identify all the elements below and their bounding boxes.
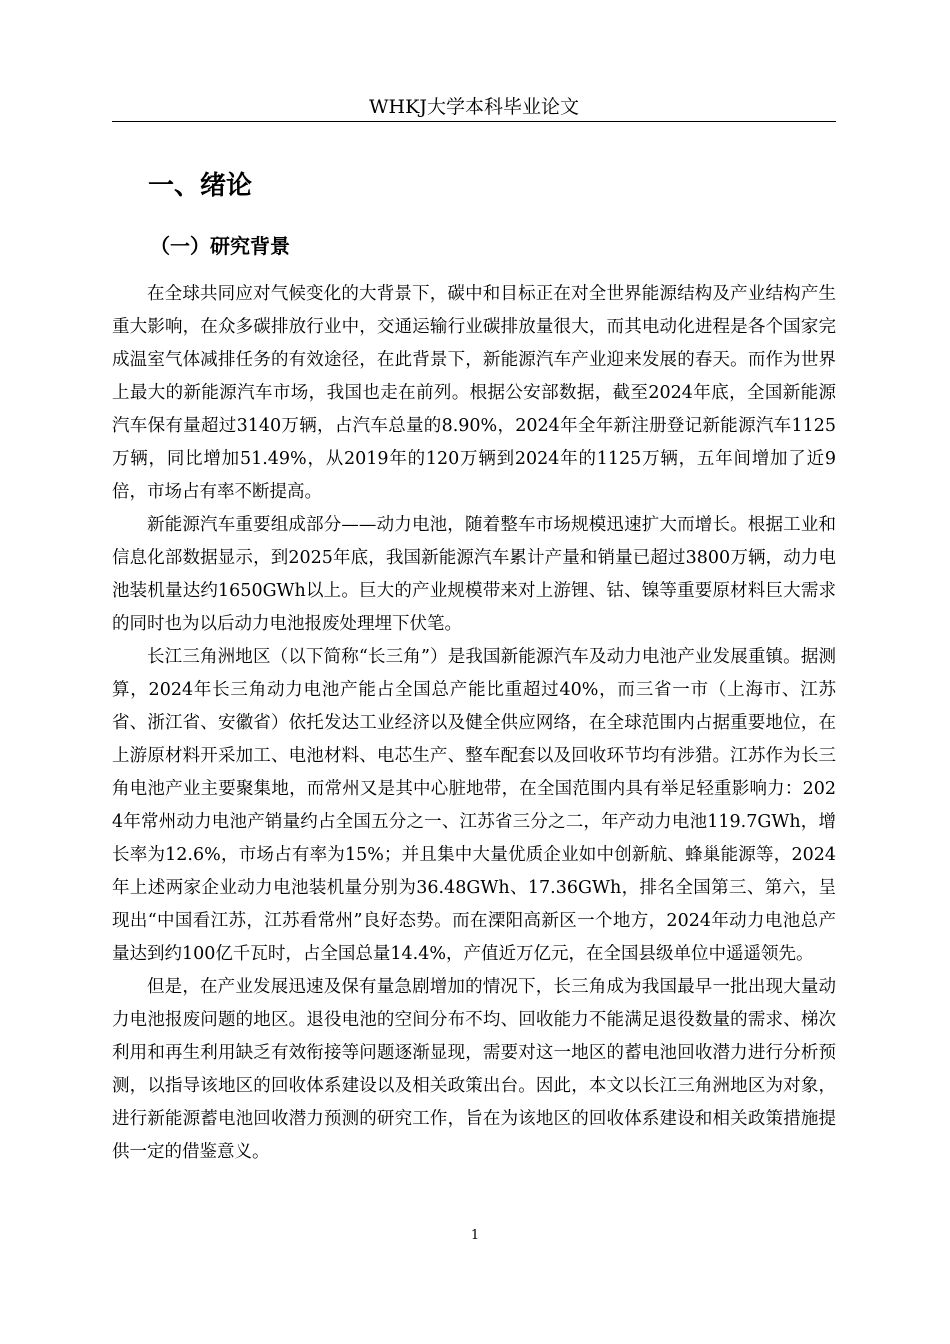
page-header: WHKJ大学本科毕业论文 bbox=[369, 96, 579, 118]
header-divider bbox=[112, 121, 836, 122]
paragraph-3: 长江三角洲地区（以下简称“长三角”）是我国新能源汽车及动力电池产业发展重镇。据测算，2024年长三角动力电池产能占全国总产能比重超过40%，而三省一市（上海市、江苏省、浙江省、安徽省）依托发达工业经济以及健全供应网络，在全球范围内占据重要地位，在上游原材料开采加工、电池材料、电芯生产、整车配套以及回收环节均有涉猎。江苏作为长三角电池产业主要聚集地，而常州又是其中心脏地带，在全国范围内具有举足轻重影响力：2024年常州动力电池产销量约占全国五分之一、江苏省三分之二，年产动力电池119.7GWh，增长率为12.6%，市场占有率为15%；并且集中大量优质企业如中创新航、蜂巢能源等，2024年上述两家企业动力电池装机量分别为36.48GWh、17.36GWh，排名全国第三、第六，呈现出“中国看江苏，江苏看常州”良好态势。而在溧阳高新区一个地方，2024年动力电池总产量达到约100亿千瓦时，占全国总量14.4%，产值近万亿元，在全国县级单位中遥遥领先。 bbox=[112, 647, 836, 964]
chapter-title: 一、绪论 bbox=[148, 171, 253, 201]
paragraph-2: 新能源汽车重要组成部分——动力电池，随着整车市场规模迅速扩大而增长。根据工业和信息化部数据显示，到2025年底，我国新能源汽车累计产量和销量已超过3800万辆，动力电池装机量达约1650GWh以上。巨大的产业规模带来对上游锂、钴、镍等重要原材料巨大需求的同时也为以后动力电池报废处理埋下伏笔。 bbox=[112, 515, 836, 634]
paragraph-4: 但是，在产业发展迅速及保有量急剧增加的情况下，长三角成为我国最早一批出现大量动力电池报废问题的地区。退役电池的空间分布不均、回收能力不能满足退役数量的需求、梯次利用和再生利用缺乏有效衔接等问题逐渐显现，需要对这一地区的蓄电池回收潜力进行分析预测，以指导该地区的回收体系建设以及相关政策出台。因此，本文以长江三角洲地区为对象，进行新能源蓄电池回收潜力预测的研究工作，旨在为该地区的回收体系建设和相关政策措施提供一定的借鉴意义。 bbox=[112, 977, 836, 1162]
section-title: （一）研究背景 bbox=[150, 234, 290, 258]
page-number: 1 bbox=[470, 1228, 480, 1243]
paragraph-1: 在全球共同应对气候变化的大背景下，碳中和目标正在对全世界能源结构及产业结构产生重大影响，在众多碳排放行业中，交通运输行业碳排放量很大，而其电动化进程是各个国家完成温室气体减排任务的有效途径，在此背景下，新能源汽车产业迎来发展的春天。而作为世界上最大的新能源汽车市场，我国也走在前列。根据公安部数据，截至2024年底，全国新能源汽车保有量超过3140万辆，占汽车总量的8.90%，2024年全年新注册登记新能源汽车1125万辆，同比增加51.49%，从2019年的120万辆到2024年的1125万辆，五年间增加了近9倍，市场占有率不断提高。 bbox=[112, 284, 836, 502]
body-text bbox=[112, 278, 836, 1169]
